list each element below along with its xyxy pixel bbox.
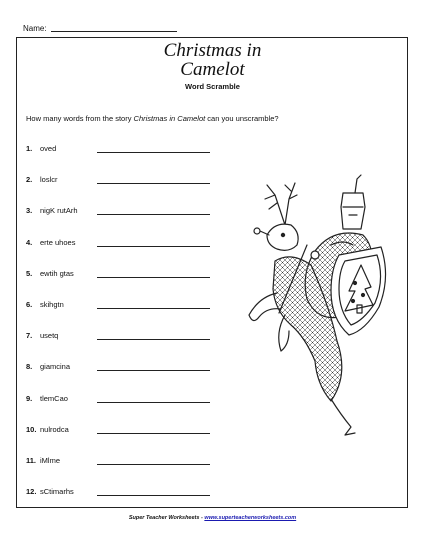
instructions-after: can you unscramble? <box>205 114 279 123</box>
scrambled-word: oved <box>40 144 57 153</box>
answer-blank[interactable] <box>97 339 210 340</box>
answer-blank[interactable] <box>97 402 210 403</box>
list-item <box>26 269 74 279</box>
scrambled-word: skihgtn <box>40 300 64 309</box>
scrambled-word: nigK rutArh <box>40 206 78 216</box>
list-item <box>26 456 60 466</box>
item-number: 2. <box>26 175 33 185</box>
item-number: 6. <box>26 300 33 309</box>
list-item <box>26 394 68 404</box>
scrambled-word: erte uhoes <box>40 237 76 247</box>
list-item <box>26 300 64 310</box>
footer-separator: - <box>200 515 203 521</box>
item-number: 12. <box>26 487 37 497</box>
scrambled-word: usetq <box>40 331 59 341</box>
answer-blank[interactable] <box>97 370 210 371</box>
list-item <box>26 175 58 185</box>
scrambled-word: sCtimarhs <box>40 487 74 497</box>
instructions-story-title: Christmas in Camelot <box>133 114 206 123</box>
footer <box>0 515 425 521</box>
name-label: Name: <box>23 24 47 33</box>
item-number: 10. <box>26 424 37 434</box>
scrambled-word: loslcr <box>40 175 58 185</box>
answer-blank[interactable] <box>97 277 210 278</box>
answer-blank[interactable] <box>97 495 210 496</box>
list-item <box>26 238 75 248</box>
scrambled-word: ewtih gtas <box>40 268 74 278</box>
instructions-before: How many words from the story <box>26 114 134 123</box>
scrambled-word: giamcina <box>40 362 71 372</box>
list-item <box>26 331 58 341</box>
answer-blank[interactable] <box>97 152 210 153</box>
item-number: 11. <box>26 456 37 465</box>
answer-blank[interactable] <box>97 214 210 215</box>
title-line-1: Christmas in <box>163 40 262 61</box>
answer-blank[interactable] <box>97 183 210 184</box>
item-number: 4. <box>26 237 33 247</box>
subtitle: Word Scramble <box>185 82 240 91</box>
list-item <box>26 144 56 154</box>
knight-on-reindeer-illustration <box>245 165 395 445</box>
scrambled-word: tlemCao <box>40 393 68 403</box>
list-item <box>26 487 74 497</box>
answer-blank[interactable] <box>97 433 210 434</box>
list-item <box>26 206 78 216</box>
list-item <box>26 362 70 372</box>
item-number: 8. <box>26 362 33 372</box>
title-line-2: Camelot <box>180 59 245 80</box>
item-number: 1. <box>26 144 33 153</box>
footer-publisher: Super Teacher Worksheets <box>128 515 200 521</box>
item-number: 3. <box>26 206 33 216</box>
name-field <box>23 24 177 33</box>
footer-url-link[interactable]: www.superteacherworksheets.com <box>204 515 297 521</box>
answer-blank[interactable] <box>97 464 210 465</box>
answer-blank[interactable] <box>97 308 210 309</box>
scrambled-word: iMlme <box>40 456 60 465</box>
name-blank[interactable] <box>51 31 177 32</box>
instructions <box>26 114 279 123</box>
item-number: 7. <box>26 331 33 341</box>
list-item <box>26 425 69 435</box>
item-number: 9. <box>26 393 33 403</box>
item-number: 5. <box>26 268 33 278</box>
answer-blank[interactable] <box>97 246 210 247</box>
scrambled-word: nulrodca <box>40 424 69 434</box>
